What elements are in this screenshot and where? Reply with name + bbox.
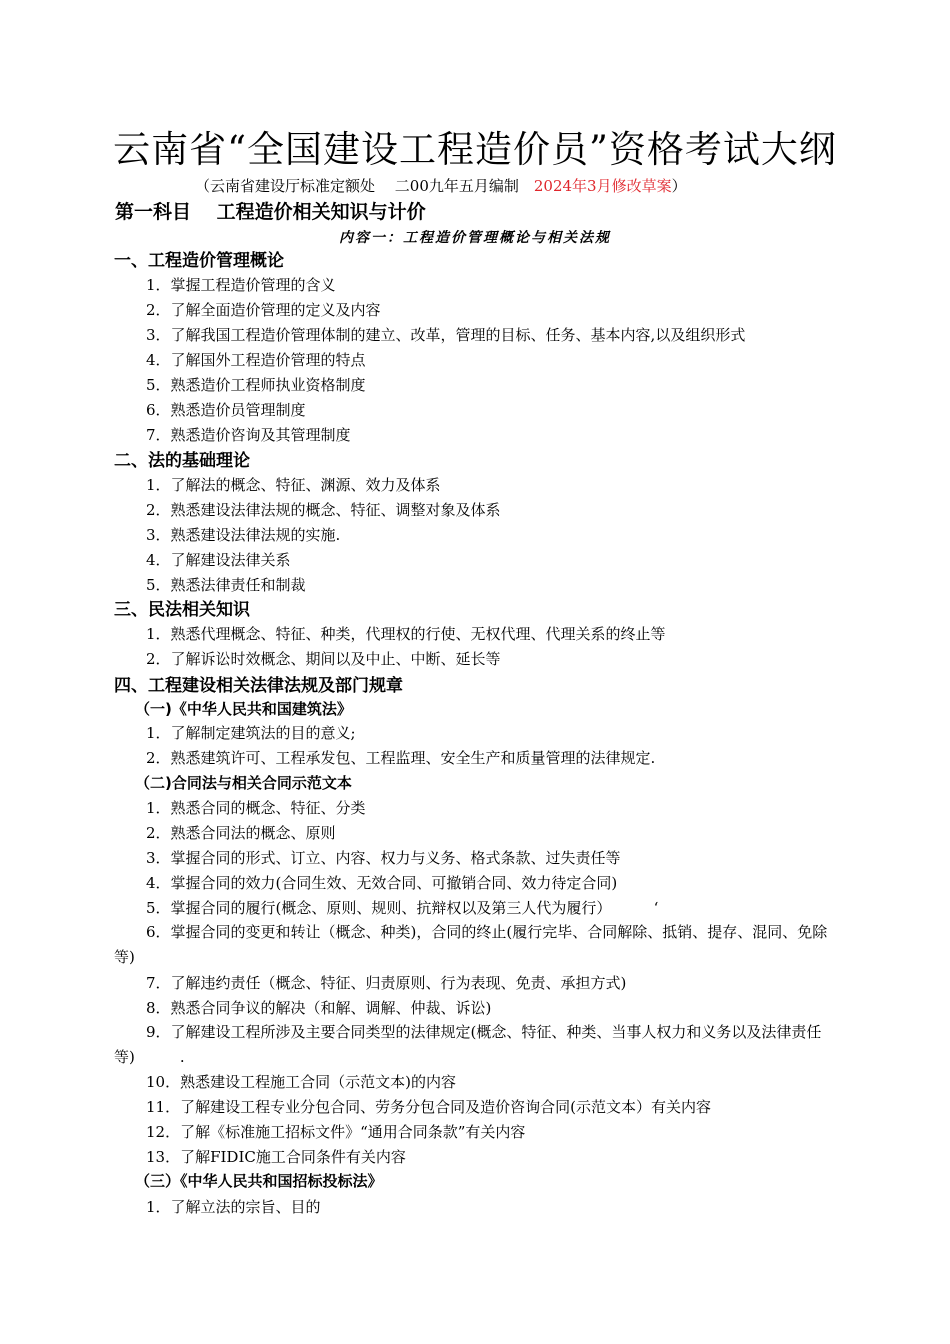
list-item: 2．熟悉建筑许可、工程承发包、工程监理、安全生产和质量管理的法律规定. <box>146 749 656 767</box>
list-item: 8．熟悉合同争议的解决（和解、调解、仲裁、诉讼) <box>146 999 492 1017</box>
subject-heading: 第一科目 工程造价相关知识与计价 <box>115 201 426 223</box>
list-item: 2．熟悉合同法的概念、原则 <box>146 824 336 842</box>
list-item: 3．了解我国工程造价管理体制的建立、改革，管理的目标、任务、基本内容,以及组织形式 <box>146 326 746 344</box>
list-item: 4．了解国外工程造价管理的特点 <box>146 351 366 369</box>
list-item: 10．熟悉建设工程施工合同（示范文本)的内容 <box>146 1073 456 1091</box>
list-item: 2．了解诉讼时效概念、期间以及中止、中断、延长等 <box>146 650 501 668</box>
list-item: 2．了解全面造价管理的定义及内容 <box>146 301 381 319</box>
list-item: 5．熟悉法律责任和制裁 <box>146 576 306 594</box>
list-item: 5．掌握合同的履行(概念、原则、规则、抗辩权以及第三人代为履行） ‘ <box>146 899 659 917</box>
list-item: 9．了解建设工程所涉及主要合同类型的法律规定(概念、特征、种类、当事人权力和义务以及法律责任等) . <box>114 1023 822 1066</box>
list-item: 13．了解FIDIC施工合同条件有关内容 <box>146 1148 406 1166</box>
list-item: 1．了解法的概念、特征、渊源、效力及体系 <box>146 476 441 494</box>
list-item: 6．掌握合同的变更和转让（概念、种类)，合同的终止(履行完毕、合同解除、抵销、提存、混同、免除等) <box>114 923 828 966</box>
document-title: 云南省“全国建设工程造价员”资格考试大纲 <box>113 128 837 171</box>
subtitle-revision-note: 2024年3月修改草案 <box>533 177 672 195</box>
document-subtitle <box>195 176 687 196</box>
list-item: 1．掌握工程造价管理的含义 <box>146 276 336 294</box>
list-item: 7．了解违约责任（概念、特征、归责原则、行为表现、免责、承担方式) <box>146 974 627 992</box>
list-item: 1．了解立法的宗旨、目的 <box>146 1198 321 1216</box>
list-item: 1．了解制定建筑法的目的意义; <box>146 724 356 742</box>
subsection-heading: （二)合同法与相关合同示范文本 <box>135 774 352 792</box>
section-heading: 二、法的基础理论 <box>114 451 250 471</box>
content-heading: 内容一：工程造价管理概论与相关法规 <box>339 230 611 246</box>
list-item: 11．了解建设工程专业分包合同、劳务分包合同及造价咨询合同(示范文本）有关内容 <box>146 1098 711 1116</box>
subsection-heading: （一)《中华人民共和国建筑法》 <box>135 700 352 718</box>
list-item: 3．掌握合同的形式、订立、内容、权力与义务、格式条款、过失责任等 <box>146 849 621 867</box>
section-heading: 三、民法相关知识 <box>114 600 250 620</box>
list-item: 2．熟悉建设法律法规的概念、特征、调整对象及体系 <box>146 501 501 519</box>
subsection-heading: （三）《中华人民共和国招标投标法》 <box>135 1172 383 1190</box>
list-item: 5．熟悉造价工程师执业资格制度 <box>146 376 366 394</box>
list-item: 12．了解《标准施工招标文件》“通用合同条款”有关内容 <box>146 1123 526 1141</box>
list-item: 4．掌握合同的效力(合同生效、无效合同、可撤销合同、效力待定合同) <box>146 874 618 892</box>
section-heading: 一、工程造价管理概论 <box>114 251 284 271</box>
list-item: 4．了解建设法律关系 <box>146 551 291 569</box>
list-item: 1．熟悉代理概念、特征、种类，代理权的行使、无权代理、代理关系的终止等 <box>146 625 666 643</box>
list-item: 6．熟悉造价员管理制度 <box>146 401 306 419</box>
subtitle-main: （云南省建设厅标准定额处 二00九年五月编制 <box>195 177 534 195</box>
subtitle-close: ） <box>671 177 687 195</box>
list-item: 3．熟悉建设法律法规的实施. <box>146 526 341 544</box>
list-item: 1．熟悉合同的概念、特征、分类 <box>146 799 366 817</box>
section-heading: 四、工程建设相关法律法规及部门规章 <box>114 676 403 696</box>
list-item: 7．熟悉造价咨询及其管理制度 <box>146 426 351 444</box>
